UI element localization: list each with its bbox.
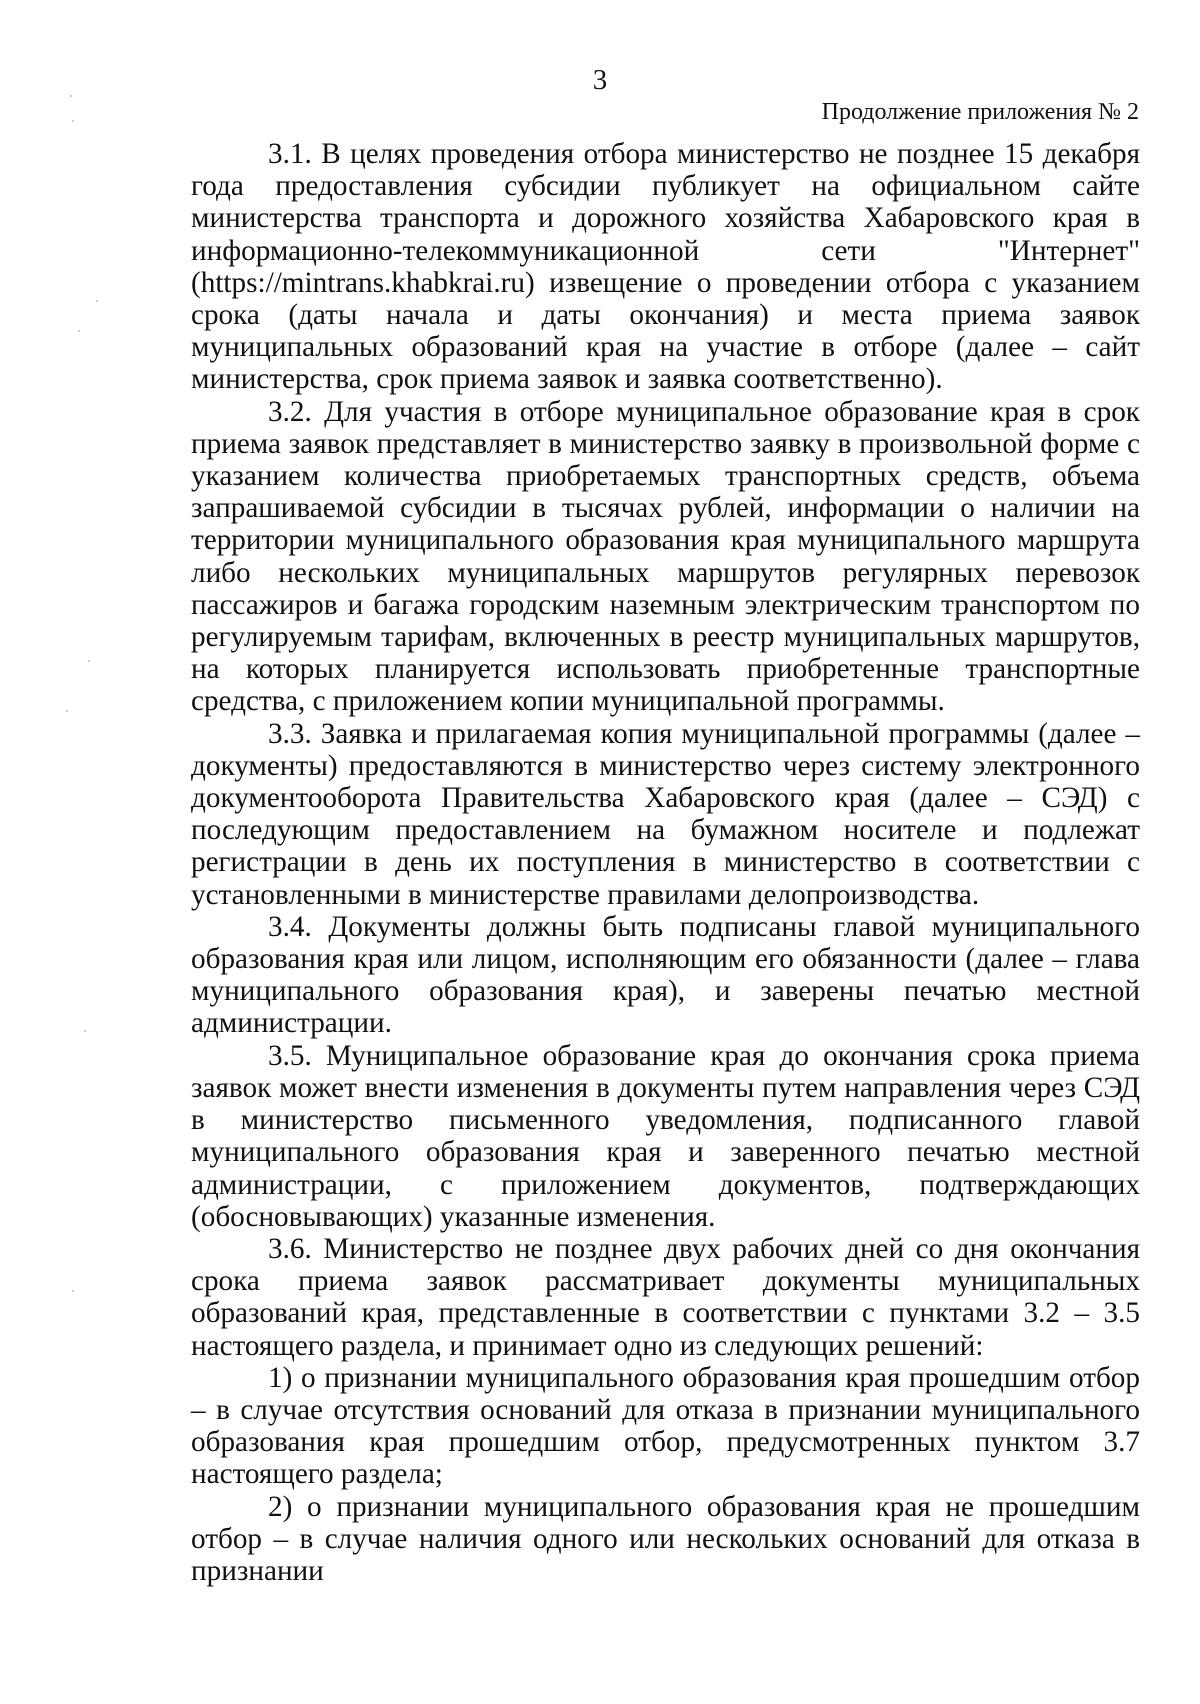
paragraph-3-6: 3.6. Министерство не позднее двух рабочих дней со дня окончания срока приема заявок рассматривает документы муниципальных образований края, представленные в соответствии с пунктами 3.2 – 3.5 настоящего раздела, и принимает одно из следующих решений:: [191, 1232, 1140, 1362]
document-body: [191, 138, 1140, 1587]
paragraph-3-1: 3.1. В целях проведения отбора министерство не позднее 15 декабря года предоставления субсидии публикует на официальном сайте министерства транспорта и дорожного хозяйства Хабаровского края в информационно-телекоммуникационной сети "Интернет" (https://mintrans.khabkrai.ru) извещение о проведении отбора с указанием срока (даты начала и даты окончания) и места приема заявок муниципальных образований края на участие в отборе (далее – сайт министерства, срок приема заявок и заявка соответственно).: [191, 138, 1140, 396]
paragraph-3-3: 3.3. Заявка и прилагаемая копия муниципальной программы (далее – документы) предоставляются в министерство через систему электронного документооборота Правительства Хабаровского края (далее – СЭД) с последующим предоставлением на бумажном носителе и подлежат регистрации в день их поступления в министерство в соответствии с установленными в министерстве правилами делопроизводства.: [191, 717, 1140, 911]
paragraph-3-4: 3.4. Документы должны быть подписаны главой муниципального образования края или лицом, исполняющим его обязанности (далее – глава муниципального образования края), и заверены печатью местной администрации.: [191, 910, 1140, 1040]
scan-artifact: [72, 1290, 74, 1292]
scan-artifact: [72, 120, 74, 122]
scan-artifact: [78, 330, 80, 332]
scan-artifact: [66, 710, 68, 712]
list-item-1: 1) о признании муниципального образования края прошедшим отбор – в случае отсутствия оснований для отказа в признании муниципального образования края прошедшим отбор, предусмотренных пунктом 3.7 настоящего раздела;: [191, 1361, 1140, 1491]
scan-artifact: [96, 300, 98, 302]
paragraph-3-5: 3.5. Муниципальное образование края до окончания срока приема заявок может внести изменения в документы путем направления через СЭД в министерство письменного уведомления, подписанного главой муниципального образования края и заверенного печатью местной администрации, с приложением документов, подтверждающих (обосновывающих) указанные изменения.: [191, 1039, 1140, 1233]
page-number: 3: [592, 64, 608, 96]
list-item-2: 2) о признании муниципального образования края не прошедшим отбор – в случае наличия одного или нескольких оснований для отказа в признании: [191, 1490, 1140, 1587]
scan-artifact: [88, 660, 90, 662]
scan-artifact: [84, 1030, 86, 1032]
appendix-note: Продолжение приложения № 2: [821, 99, 1139, 125]
paragraph-3-2: 3.2. Для участия в отборе муниципальное образование края в срок приема заявок представляет в министерство заявку в произвольной форме с указанием количества приобретаемых транспортных средств, объема запрашиваемой субсидии в тысячах рублей, информации о наличии на территории муниципального образования края муниципального маршрута либо нескольких муниципальных маршрутов регулярных перевозок пассажиров и багажа городским наземным электрическим транспортом по регулируемым тарифам, включенных в реестр муниципальных маршрутов, на которых планируется использовать приобретенные транспортные средства, с приложением копии муниципальной программы.: [191, 395, 1140, 718]
